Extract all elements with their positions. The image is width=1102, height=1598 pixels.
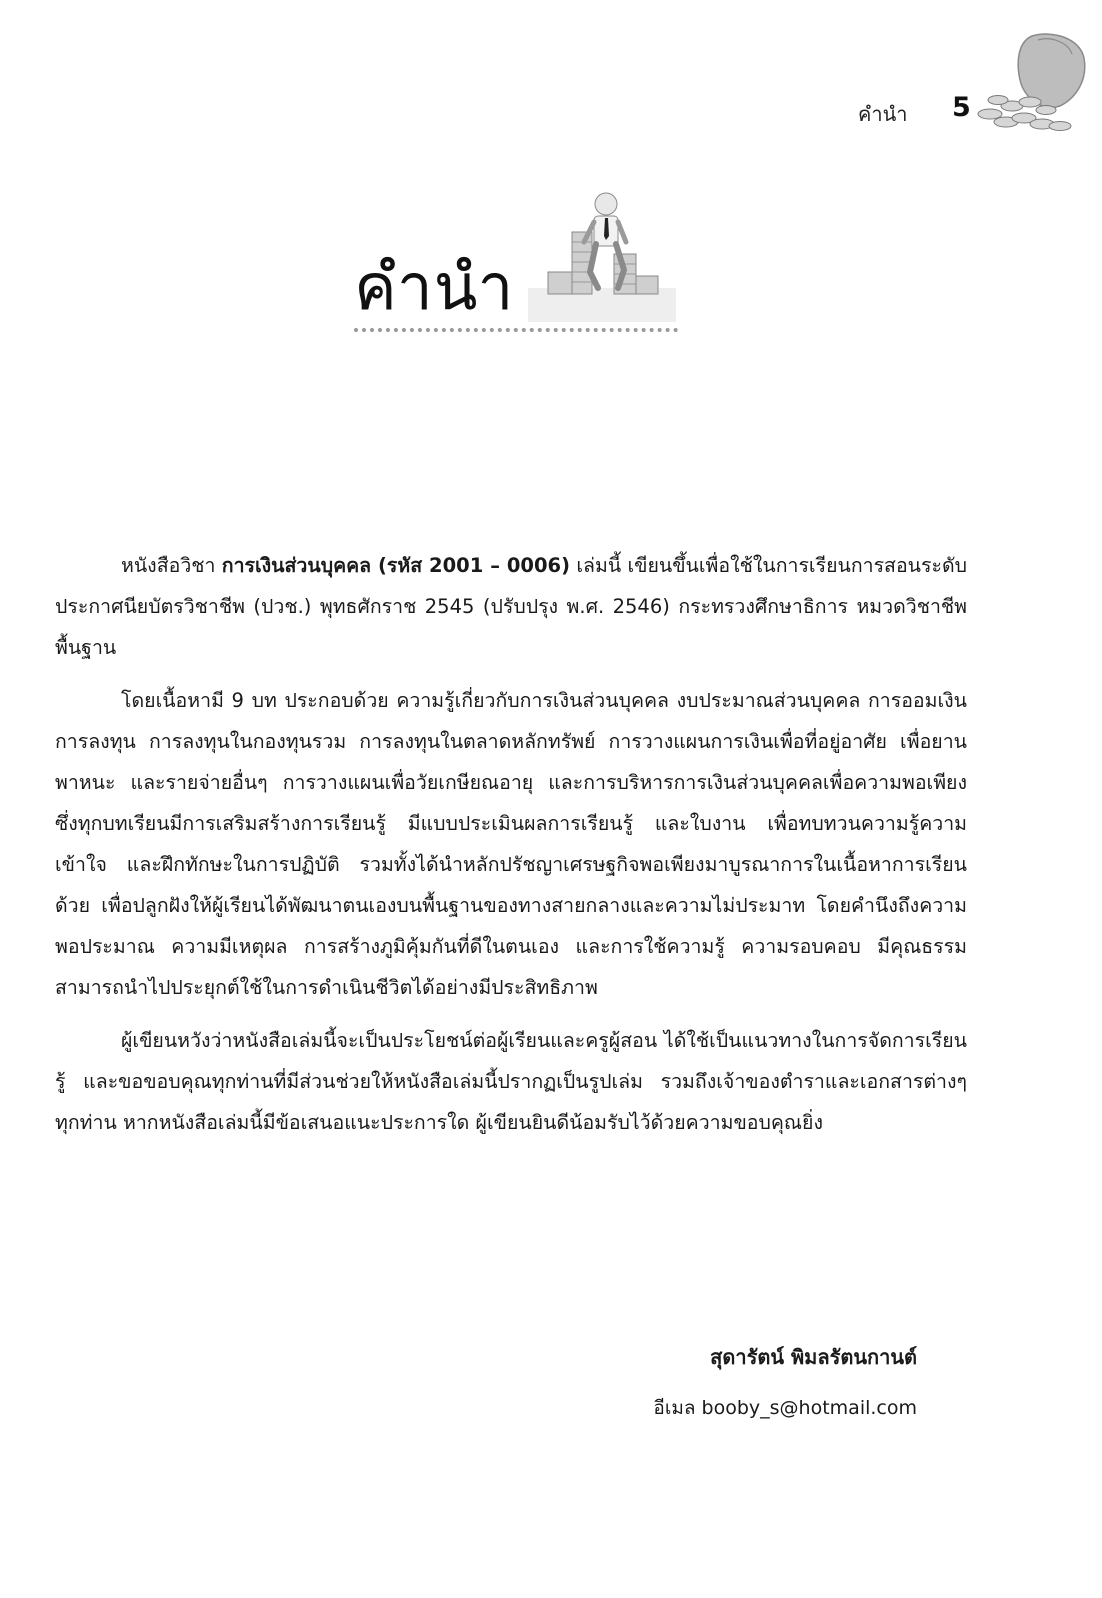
paragraph-2-text: โดยเนื้อหามี 9 บท ประกอบด้วย ความรู้เกี่ยวกับการเงินส่วนบุคคล งบประมาณส่วนบุคคล การออมเงิน การลงทุน การลงทุนในกองทุนรวม การลงทุนในตลาดหลักทรัพย์ การวางแผนการเงินเพื่อที่อยู่อาศัย เพื่อยานพาหนะ และรายจ่ายอื่นๆ การวางแผนเพื่อวัยเกษียณอายุ และการบริหารการเงินส่วนบุคคลเพื่อความพอเพียง ซึ่งทุกบทเรียนมีการเสริมสร้างการเรียนรู้ มีแบบประเมินผลการเรียนรู้ และใบงาน เพื่อทบทวนความรู้ความเข้าใจ และฝึกทักษะในการปฏิบัติ รวมทั้งได้นำหลักปรัชญาเศรษฐกิจพอเพียงมาบูรณาการในเนื้อหาการเรียนด้วย เพื่อปลูกฝังให้ผู้เรียนได้พัฒนาตนเองบนพื้นฐานของทางสายกลางและความไม่ประมาท โดยคำนึงถึงความพอประมาณ ความมีเหตุผล การสร้างภูมิคุ้มกันที่ดีในตนเอง และการใช้ความรู้ ความรอบคอบ มีคุณธรรม สามารถนำไปประยุกต์ใช้ในการดำเนินชีวิตได้อย่างมีประสิทธิภาพ bbox=[55, 689, 967, 999]
running-header-label: คำนำ bbox=[858, 102, 908, 126]
businessman-on-coins-illustration bbox=[528, 192, 676, 322]
course-name: การเงินส่วนบุคคล (รหัส 2001 – 0006) bbox=[221, 554, 571, 577]
coin-bag-illustration bbox=[972, 28, 1087, 138]
page-title: คำนำ bbox=[354, 251, 515, 325]
signature-block bbox=[653, 1341, 917, 1423]
paragraph-3-text: ผู้เขียนหวังว่าหนังสือเล่มนี้จะเป็นประโยชน์ต่อผู้เรียนและครูผู้สอน ได้ใช้เป็นแนวทางในการจัดการเรียนรู้ และขอขอบคุณทุกท่านที่มีส่วนช่วยให้หนังสือเล่มนี้ปรากฏเป็นรูปเล่ม รวมถึงเจ้าของตำราและเอกสารต่างๆ ทุกท่าน หากหนังสือเล่มนี้มีข้อเสนอแนะประการใด ผู้เขียนยินดีน้อมรับไว้ด้วยความขอบคุณยิ่ง bbox=[55, 1029, 967, 1134]
title-underline bbox=[354, 328, 678, 332]
paragraph-1-rest: เล่มนี้ เขียนขึ้นเพื่อใช้ในการเรียนการสอนระดับประกาศนียบัตรวิชาชีพ (ปวช.) พุทธศักราช 2545 (ปรับปรุง พ.ศ. 2546) กระทรวงศึกษาธิการ หมวดวิชาชีพพื้นฐาน bbox=[55, 554, 967, 659]
author-name: สุดารัตน์ พิมลรัตนกานต์ bbox=[710, 1345, 917, 1369]
title-block bbox=[350, 192, 680, 342]
paragraph-1-lead: หนังสือวิชา bbox=[121, 554, 222, 577]
author-email: อีเมล booby_s@hotmail.com bbox=[653, 1397, 917, 1419]
paragraph-2 bbox=[55, 680, 967, 1008]
paragraph-3 bbox=[55, 1020, 967, 1143]
paragraph-1 bbox=[55, 545, 967, 668]
body-text bbox=[55, 545, 967, 1155]
page-number: 5 bbox=[952, 92, 971, 123]
